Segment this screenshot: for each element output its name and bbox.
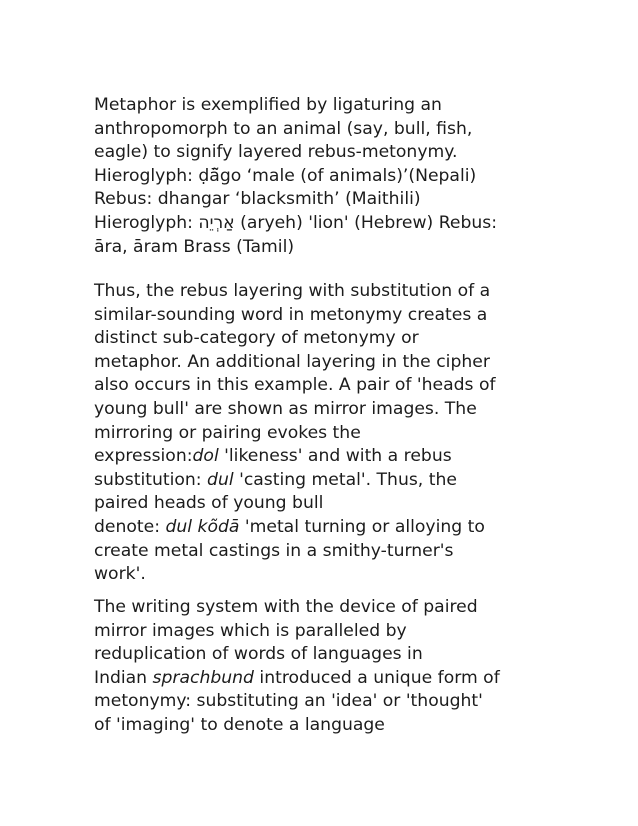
text-segment: The writing system with the device of paired — [94, 597, 478, 617]
text-line — [94, 563, 614, 587]
text-segment: Metaphor is exemplified by ligaturing an — [94, 95, 442, 115]
text-segment: metaphor. An additional layering in the cipher — [94, 351, 490, 372]
text-line — [94, 492, 614, 516]
text-segment: expression: — [94, 446, 193, 467]
text-line — [94, 141, 614, 165]
text-segment: 'likeness' and with a rebus — [218, 446, 452, 467]
text-line — [94, 236, 614, 260]
text-line — [94, 620, 614, 644]
text-segment: Indian — [94, 667, 153, 688]
italic-term: dol — [192, 446, 219, 467]
text-segment: create metal castings in a smithy-turner's — [94, 540, 454, 561]
text-line — [94, 422, 614, 446]
text-line — [94, 118, 614, 142]
text-line — [94, 516, 614, 540]
text-segment: eagle) to signify layered rebus-metonymy. — [94, 142, 458, 163]
text-segment: anthropomorph to an animal (say, bull, fish, — [94, 118, 473, 139]
text-segment: metonymy: substituting an 'idea' or 'thought' — [94, 691, 483, 712]
text-line — [94, 469, 614, 493]
text-line — [94, 643, 614, 667]
text-segment: āra, āram Brass (Tamil) — [94, 236, 295, 257]
text-segment: substitution: — [94, 469, 208, 490]
text-line — [94, 690, 614, 714]
text-line — [94, 445, 614, 469]
text-line — [94, 212, 614, 236]
text-segment: distinct sub-category of metonymy or — [94, 328, 419, 349]
text-line — [94, 714, 614, 738]
text-line — [94, 327, 614, 351]
text-line — [94, 188, 614, 212]
italic-term: sprachbund — [152, 667, 254, 688]
text-segment: reduplication of words of languages in — [94, 644, 423, 665]
paragraph-writing-system — [94, 596, 614, 738]
italic-term: dul kõdā — [165, 516, 240, 537]
text-line — [94, 374, 614, 398]
paragraph-metaphor — [94, 94, 614, 259]
text-segment: young bull' are shown as mirror images. The — [94, 398, 477, 419]
text-line — [94, 596, 614, 620]
paragraph-rebus-layering — [94, 280, 614, 587]
text-line — [94, 667, 614, 691]
text-line — [94, 540, 614, 564]
text-line — [94, 165, 614, 189]
text-segment: paired heads of young bull — [94, 493, 324, 514]
text-line — [94, 351, 614, 375]
text-segment: Thus, the rebus layering with substitution of a — [94, 281, 491, 301]
text-segment: Hieroglyph: אַרְיֵה (aryeh) 'lion' (Hebrew) Rebus: — [94, 212, 498, 233]
text-segment: of 'imaging' to denote a language — [94, 714, 385, 735]
text-segment: introduced a unique form of — [253, 667, 500, 688]
text-segment: work'. — [94, 564, 146, 585]
text-line — [94, 94, 614, 118]
text-line — [94, 280, 614, 304]
text-segment: also occurs in this example. A pair of 'heads of — [94, 375, 496, 396]
text-segment: mirroring or pairing evokes the — [94, 422, 361, 443]
text-segment: 'metal turning or alloying to — [239, 516, 485, 537]
text-line — [94, 304, 614, 328]
text-segment: 'casting metal'. Thus, the — [233, 469, 457, 490]
text-segment: mirror images which is paralleled by — [94, 620, 407, 641]
text-segment: Hieroglyph: ḍā̃go ‘male (of animals)’(Nepali) — [94, 165, 477, 186]
text-segment: Rebus: dhangar ‘blacksmith’ (Maithili) — [94, 189, 421, 210]
text-line — [94, 398, 614, 422]
italic-term: dul — [207, 469, 234, 490]
text-segment: denote: — [94, 516, 166, 537]
text-segment: similar-sounding word in metonymy creates a — [94, 304, 488, 325]
